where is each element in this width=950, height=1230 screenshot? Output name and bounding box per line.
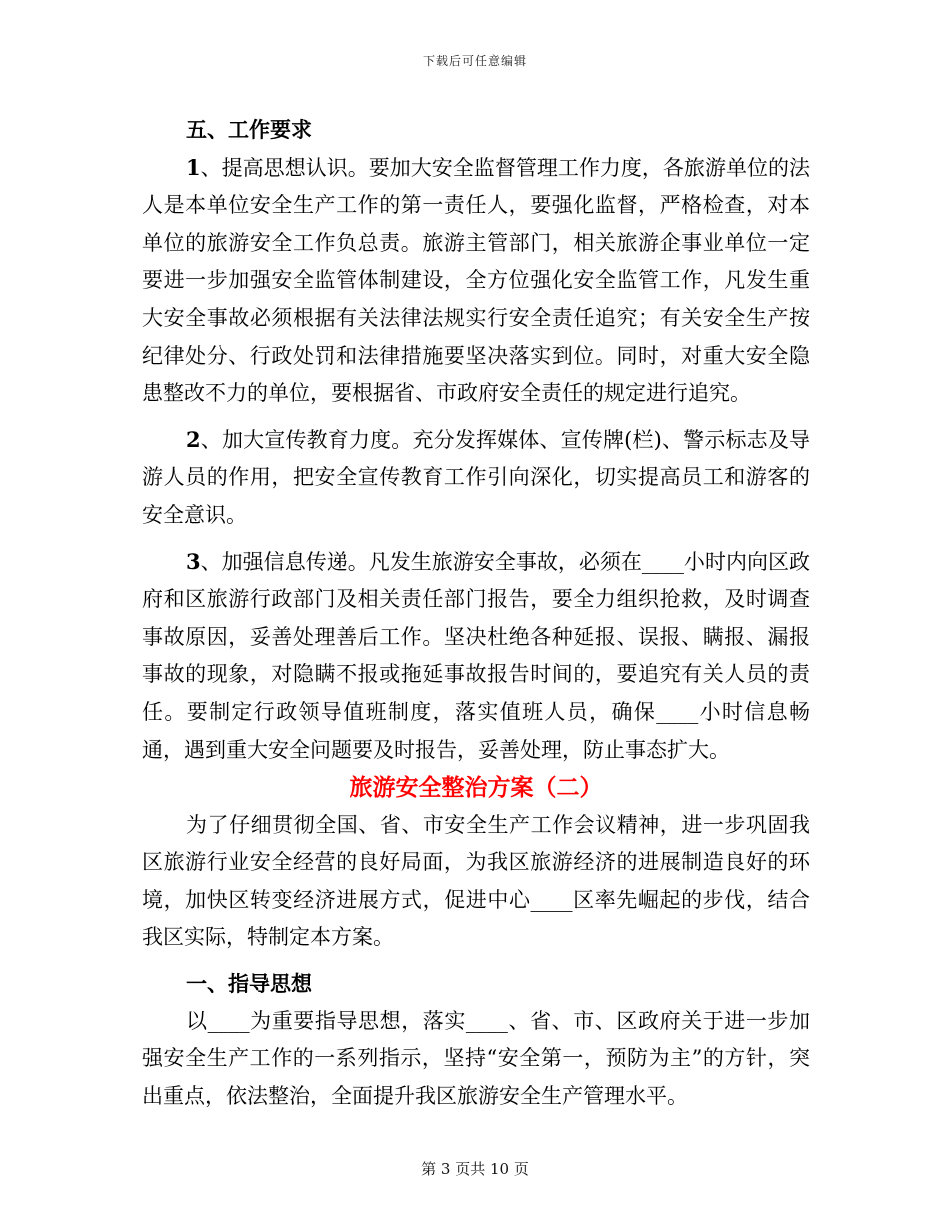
plan-intro: 为了仔细贯彻全国、省、市安全生产工作会议精神，进一步巩固我区旅游行业安全经营的良好局面，为我区旅游经济的进展制造良好的环境，加快区转变经济进展方式，促进中心____区率先崛起的步伐，结合我区实际，特制定本方案。 [142, 812, 810, 950]
item-text: 、加强信息传递。凡发生旅游安全事故，必须在____小时内向区政府和区旅游行政部门及相关责任部门报告，要全力组织抢救，及时调查事故原因，妥善处理善后工作。坚决杜绝各种延报、误报、瞒报、漏报事故的现象，对隐瞒不报或拖延事故报告时间的，要追究有关人员的责任。要制定行政领导值班制度，落实值班人员，确保____小时信息畅通，遇到重大安全问题要及时报告，妥善处理，防止事态扩大。 [142, 549, 810, 762]
paragraph-gap [142, 957, 810, 965]
requirement-item-1 [142, 149, 810, 413]
paragraph-gap [142, 413, 810, 421]
section-heading-work-requirements: 五、工作要求 [186, 117, 312, 142]
document-body [142, 111, 810, 1115]
section-heading-guiding-ideology: 一、指导思想 [186, 971, 312, 997]
item-text: 、提高思想认识。要加大安全监督管理工作力度，各旅游单位的法人是本单位安全生产工作的第一责任人，要强化监督，严格检查，对本单位的旅游安全工作负总责。旅游主管部门，相关旅游企事业单位一定要进一步加强安全监管体制建设，全方位强化安全监管工作，凡发生重大安全事故必须根据有关法律法规实行安全责任追究；有关安全生产按纪律处分、行政处罚和法律措施要坚决落实到位。同时，对重大安全隐患整改不力的单位，要根据省、市政府安全责任的规定进行追究。 [142, 155, 810, 406]
item-text: 、加大宣传教育力度。充分发挥媒体、宣传牌(栏)、警示标志及导游人员的作用，把安全宣传教育工作引向深化，切实提高员工和游客的安全意识。 [142, 427, 810, 527]
paragraph-gap [142, 535, 810, 543]
item-number: 2 [186, 426, 201, 452]
header-note: 下载后可任意编辑 [422, 54, 527, 68]
plan-title: 旅游安全整治方案（二） [349, 774, 603, 802]
guiding-ideology-text: 以____为重要指导思想，落实____、省、市、区政府关于进一步加强安全生产工作的一系列指示，坚持“安全第一，预防为主”的方针，突出重点，依法整治，全面提升我区旅游安全生产管理水平。 [142, 1008, 810, 1108]
requirement-item-2 [142, 421, 810, 535]
item-number: 1 [186, 154, 201, 180]
item-number: 3 [186, 548, 201, 574]
page-number-footer: 第 3 页共 10 页 [421, 1160, 529, 1178]
requirement-item-3 [142, 543, 810, 770]
